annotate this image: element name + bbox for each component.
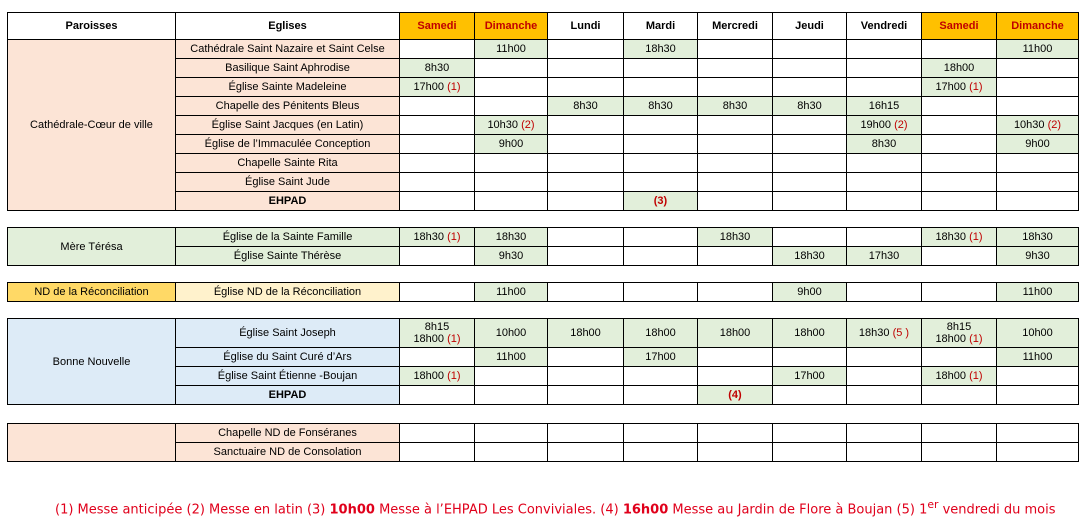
header-samedi: Samedi [400, 13, 475, 40]
mass-time: 18h30 [773, 247, 847, 266]
mass-time: 18h00 [548, 319, 624, 348]
mass-time: 10h00 [475, 319, 548, 348]
header-vendredi: Vendredi [847, 13, 922, 40]
header-samedi-2: Samedi [922, 13, 997, 40]
mass-time: 18h00 [698, 319, 773, 348]
mass-time: 18h30 [624, 40, 698, 59]
mass-time: 18h00 [935, 333, 967, 345]
header-lundi: Lundi [548, 13, 624, 40]
church-name: Cathédrale Saint Nazaire et Saint Celse [176, 40, 400, 59]
note-marker: (1) [969, 370, 983, 382]
mass-time: 11h00 [997, 348, 1079, 367]
header-paroisses: Paroisses [8, 13, 176, 40]
mass-time: 18h00 [773, 319, 847, 348]
church-name: Église Saint Jacques (en Latin) [176, 116, 400, 135]
church-name: Église du Saint Curé d’Ars [176, 348, 400, 367]
mass-time: 19h00 [860, 119, 892, 131]
mass-time: 18h00 [413, 370, 445, 382]
mass-time: 17h00 [773, 367, 847, 386]
mass-time: 18h30 [698, 228, 773, 247]
table-row [8, 40, 1079, 59]
note-marker: (1) [447, 81, 461, 93]
note-marker: (1) [969, 81, 983, 93]
mass-time: 11h00 [475, 40, 548, 59]
church-name: Église ND de la Réconciliation [176, 283, 400, 302]
mass-time: 17h00 [624, 348, 698, 367]
note-marker: (4) [698, 386, 773, 405]
table-row [8, 283, 1079, 302]
note-marker: (1) [969, 231, 983, 243]
mass-time: 18h30 [935, 231, 967, 243]
mass-time: 17h00 [935, 81, 967, 93]
header-dimanche-2: Dimanche [997, 13, 1079, 40]
parish-cathedrale: Cathédrale-Cœur de ville [8, 40, 176, 211]
church-name: Chapelle Sainte Rita [176, 154, 400, 173]
mass-time: 18h00 [624, 319, 698, 348]
note-marker: (1) [447, 231, 461, 243]
church-name: Église Sainte Thérèse [176, 247, 400, 266]
church-name: Église Saint Joseph [176, 319, 400, 348]
mass-time: 11h00 [475, 348, 548, 367]
mass-time: 8h30 [548, 97, 624, 116]
note-marker: (3) [624, 192, 698, 211]
note-marker: (5 ) [892, 327, 910, 339]
mass-time: 9h00 [773, 283, 847, 302]
mass-time: 8h15 [424, 321, 450, 333]
church-name: Chapelle des Pénitents Bleus [176, 97, 400, 116]
mass-time: 17h00 [413, 81, 445, 93]
mass-time: 18h30 [475, 228, 548, 247]
table-row [8, 319, 1079, 348]
note-marker: (1) [969, 333, 983, 345]
note-marker: (2) [1047, 119, 1062, 131]
table-row [8, 228, 1079, 247]
mass-time: 10h00 [997, 319, 1079, 348]
mass-time: 9h30 [475, 247, 548, 266]
parish-mere-teresa: Mère Térésa [8, 228, 176, 266]
mass-time: 18h00 [935, 370, 967, 382]
church-name: EHPAD [176, 386, 400, 405]
mass-time-cell [847, 319, 922, 348]
mass-time-cell [400, 319, 475, 348]
church-name: Église de l’Immaculée Conception [176, 135, 400, 154]
church-name: Église de la Sainte Famille [176, 228, 400, 247]
note-marker: (2) [521, 119, 535, 131]
header-mardi: Mardi [624, 13, 698, 40]
mass-time: 8h30 [400, 59, 475, 78]
note-marker: (1) [447, 333, 461, 345]
header-jeudi: Jeudi [773, 13, 847, 40]
church-name: Église Sainte Madeleine [176, 78, 400, 97]
header-eglises: Eglises [176, 13, 400, 40]
header-dimanche: Dimanche [475, 13, 548, 40]
mass-time-cell [400, 228, 475, 247]
mass-time-cell [922, 319, 997, 348]
mass-time: 8h30 [624, 97, 698, 116]
mass-time-cell [922, 367, 997, 386]
parish-cell-empty [8, 424, 176, 462]
mass-time: 11h00 [475, 283, 548, 302]
mass-time-cell [400, 367, 475, 386]
mass-schedule-table [7, 12, 1079, 462]
mass-time: 9h00 [997, 135, 1079, 154]
note-marker: (2) [894, 119, 908, 131]
mass-time: 8h30 [847, 135, 922, 154]
church-name: Église Saint Jude [176, 173, 400, 192]
mass-time: 8h30 [773, 97, 847, 116]
mass-time: 18h30 [997, 228, 1079, 247]
church-name: Sanctuaire ND de Consolation [176, 443, 400, 462]
mass-time: 17h30 [847, 247, 922, 266]
mass-time: 18h00 [922, 59, 997, 78]
mass-time: 18h30 [858, 327, 890, 339]
mass-time-cell [997, 116, 1079, 135]
mass-time: 16h15 [847, 97, 922, 116]
mass-time: 9h30 [997, 247, 1079, 266]
header-row [8, 13, 1079, 40]
footnote-legend: (1) Messe anticipée (2) Messe en latin (3) 10h00 Messe à l’EHPAD Les Conviviales. (4) 16h00 Messe au Jardin de Flore à Boujan (5) 1er vendredi du mois [55, 498, 1056, 518]
mass-time: 10h30 [1013, 119, 1045, 131]
mass-time: 9h00 [475, 135, 548, 154]
mass-time: 10h30 [487, 119, 519, 131]
church-name: Basilique Saint Aphrodise [176, 59, 400, 78]
mass-time-cell [847, 116, 922, 135]
note-marker: (1) [447, 370, 461, 382]
header-mercredi: Mercredi [698, 13, 773, 40]
parish-bonne-nouvelle: Bonne Nouvelle [8, 319, 176, 405]
mass-time-cell [400, 78, 475, 97]
mass-time-cell [475, 116, 548, 135]
mass-time-cell [922, 228, 997, 247]
church-name: Chapelle ND de Fonséranes [176, 424, 400, 443]
mass-time: 18h30 [413, 231, 445, 243]
table-row [8, 424, 1079, 443]
mass-time: 8h15 [946, 321, 972, 333]
mass-time: 11h00 [997, 283, 1079, 302]
church-name: Église Saint Étienne -Boujan [176, 367, 400, 386]
parish-nd-reconciliation: ND de la Réconciliation [8, 283, 176, 302]
mass-time-cell [922, 78, 997, 97]
mass-time: 18h00 [413, 333, 445, 345]
church-name: EHPAD [176, 192, 400, 211]
mass-time: 11h00 [997, 40, 1079, 59]
mass-time: 8h30 [698, 97, 773, 116]
